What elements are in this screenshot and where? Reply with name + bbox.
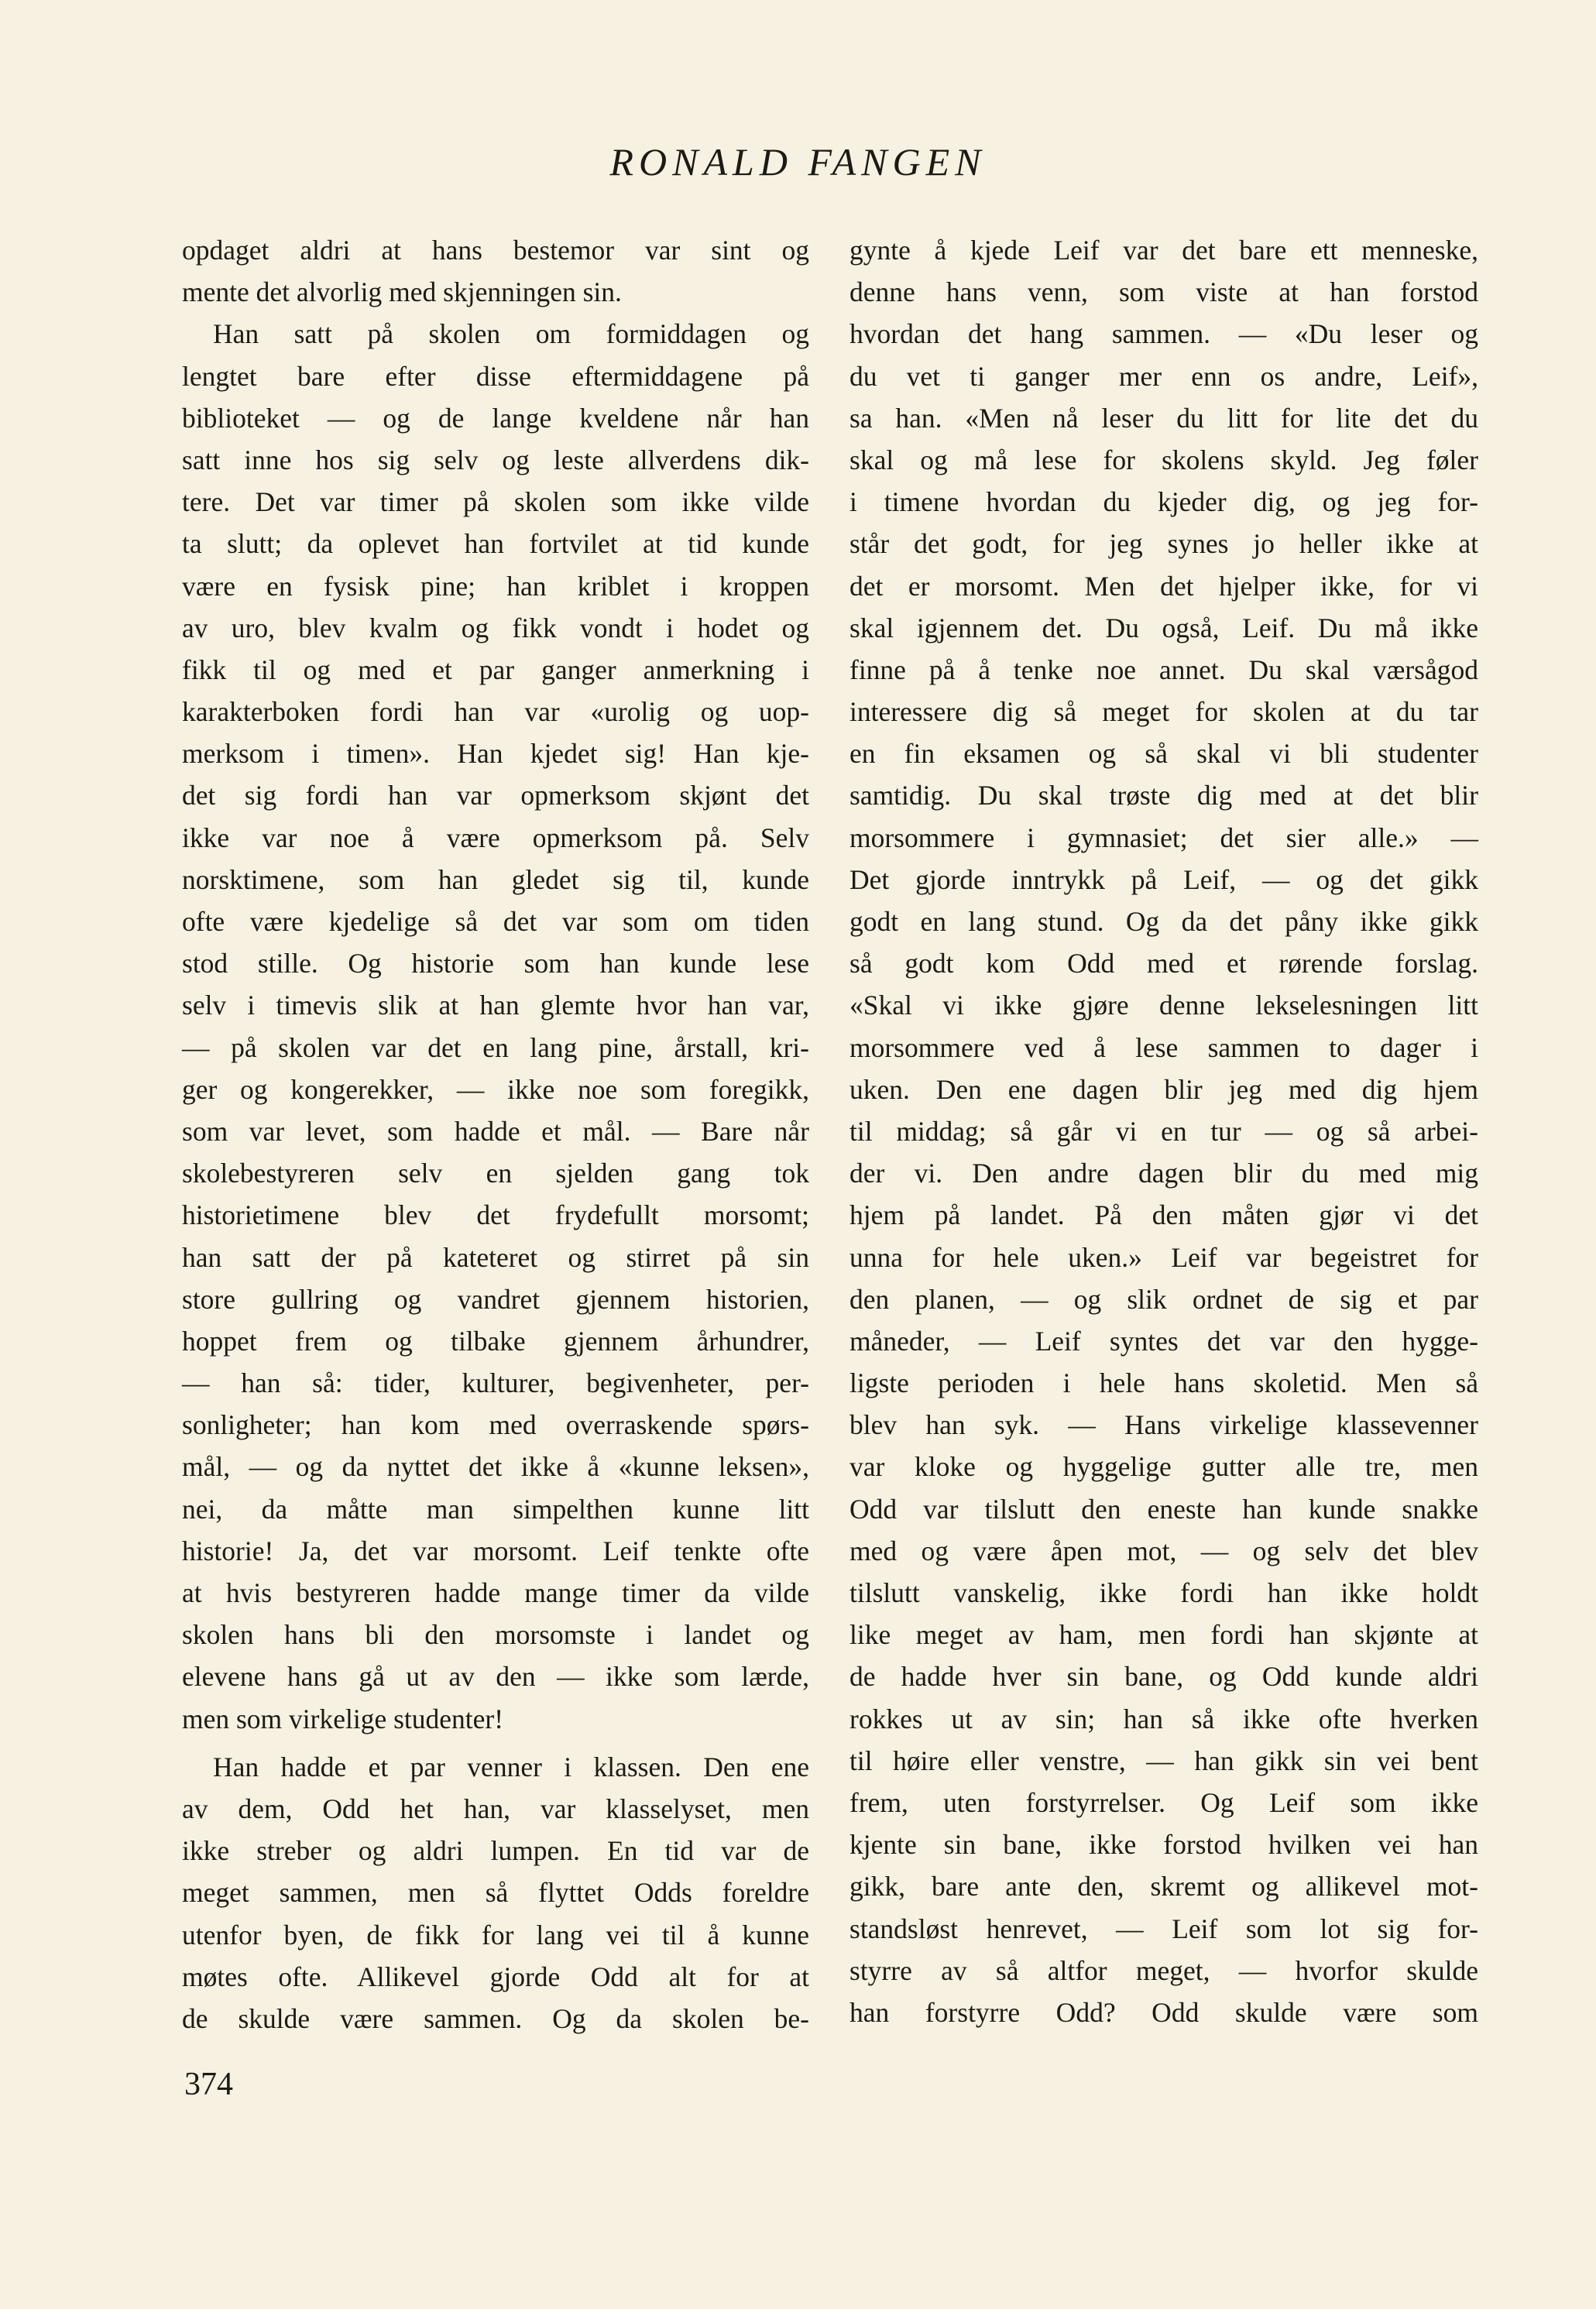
text-line: sonligheter; han kom med overraskende spørs- [182, 1409, 809, 1441]
text-line: satt inne hos sig selv og leste allverdens dik- [182, 444, 809, 475]
text-line: gikk, bare ante den, skremt og allikevel mot- [849, 1871, 1478, 1902]
text-line: godt en lang stund. Og da det påny ikke gikk [849, 906, 1478, 937]
text-line: skolen hans bli den morsomste i landet og [182, 1619, 809, 1651]
text-line: norsktimene, som han gledet sig til, kunde [182, 863, 809, 895]
text-line: finne på å tenke noe annet. Du skal værsågod [849, 654, 1478, 685]
text-line: karakterboken fordi han var «urolig og uop- [182, 696, 809, 728]
right-column [849, 229, 1478, 2033]
text-line: til middag; så går vi en tur — og så arbei- [849, 1115, 1478, 1147]
text-line: hvordan det hang sammen. — «Du leser og [849, 318, 1478, 350]
text-line: unna for hele uken.» Leif var begeistret for [849, 1241, 1478, 1273]
text-line: med og være åpen mot, — og selv det blev [849, 1535, 1478, 1566]
text-line: der vi. Den andre dagen blir du med mig [849, 1158, 1478, 1189]
text-line: ikke streber og aldri lumpen. En tid var de [182, 1835, 809, 1867]
text-line: sa han. «Men nå leser du litt for lite det du [849, 402, 1478, 434]
text-line: Odd var tilslutt den eneste han kunde snakke [849, 1493, 1478, 1525]
text-line: — han så: tider, kulturer, begivenheter, per- [182, 1367, 809, 1399]
text-line: måneder, — Leif syntes det var den hygge- [849, 1325, 1478, 1357]
text-line: selv i timevis slik at han glemte hvor han var, [182, 990, 809, 1021]
text-line: han satt der på kateteret og stirret på sin [182, 1241, 809, 1273]
text-line: utenfor byen, de fikk for lang vei til å kunne [182, 1919, 809, 1950]
text-line: Han satt på skolen om formiddagen og [213, 318, 809, 350]
text-line: mente det alvorlig med skjenningen sin. [182, 276, 622, 308]
text-line: at hvis bestyreren hadde mange timer da vilde [182, 1577, 809, 1608]
text-line: hjem på landet. På den måten gjør vi det [849, 1199, 1478, 1231]
text-line: det sig fordi han var opmerksom skjønt det [182, 780, 809, 811]
text-line: blev han syk. — Hans virkelige klassevenner [849, 1409, 1478, 1441]
text-line: de skulde være sammen. Og da skolen be- [182, 2002, 809, 2034]
text-line: meget sammen, men så flyttet Odds foreldre [182, 1877, 809, 1909]
text-line: uken. Den ene dagen blir jeg med dig hjem [849, 1073, 1478, 1105]
text-line: skal igjennem det. Du også, Leif. Du må ikke [849, 612, 1478, 643]
text-line: av dem, Odd het han, var klasselyset, men [182, 1793, 809, 1824]
text-line: stod stille. Og historie som han kunde lese [182, 948, 809, 980]
text-line: skal og må lese for skolens skyld. Jeg føler [849, 444, 1478, 475]
text-line: ikke var noe å være opmerksom på. Selv [182, 822, 809, 853]
text-line: men som virkelige studenter! [182, 1703, 504, 1734]
text-line: Han hadde et par venner i klassen. Den ene [213, 1751, 809, 1782]
text-line: rokkes ut av sin; han så ikke ofte hverken [849, 1703, 1478, 1734]
text-line: en fin eksamen og så skal vi bli studenter [849, 738, 1478, 770]
text-line: — på skolen var det en lang pine, årstall, kri- [182, 1031, 809, 1063]
text-line: lengtet bare efter disse eftermiddagene på [182, 360, 809, 392]
text-line: like meget av ham, men fordi han skjønte at [849, 1619, 1478, 1651]
left-column [182, 229, 809, 2040]
text-line: gynte å kjede Leif var det bare ett menneske, [849, 235, 1478, 266]
text-line: den planen, — og slik ordnet de sig et par [849, 1283, 1478, 1315]
text-line: står det godt, for jeg synes jo heller ikke at [849, 528, 1478, 560]
text-line: ofte være kjedelige så det var som om tiden [182, 906, 809, 937]
text-line: som var levet, som hadde et mål. — Bare når [182, 1115, 809, 1147]
text-line: det er morsomt. Men det hjelper ikke, for vi [849, 570, 1478, 602]
text-line: tere. Det var timer på skolen som ikke vilde [182, 486, 809, 518]
text-line: morsommere i gymnasiet; det sier alle.» — [849, 822, 1478, 853]
text-line: merksom i timen». Han kjedet sig! Han kje- [182, 738, 809, 770]
text-line: nei, da måtte man simpelthen kunne litt [182, 1493, 809, 1525]
text-line: standsløst henrevet, — Leif som lot sig for- [849, 1913, 1478, 1944]
text-line: ligste perioden i hele hans skoletid. Men så [849, 1367, 1478, 1399]
text-line: være en fysisk pine; han kriblet i kroppen [182, 570, 809, 602]
text-line: elevene hans gå ut av den — ikke som lærde, [182, 1661, 809, 1693]
text-line: frem, uten forstyrrelser. Og Leif som ikke [849, 1786, 1478, 1818]
text-line: til høire eller venstre, — han gikk sin vei bent [849, 1745, 1478, 1776]
text-line: kjente sin bane, ikke forstod hvilken vei han [849, 1829, 1478, 1861]
text-line: interessere dig så meget for skolen at du tar [849, 696, 1478, 728]
text-line: ta slutt; da oplevet han fortvilet at tid kunde [182, 528, 809, 560]
text-line: i timene hvordan du kjeder dig, og jeg for- [849, 486, 1478, 518]
text-line: opdaget aldri at hans bestemor var sint og [182, 235, 809, 266]
page-number: 374 [184, 2067, 233, 2102]
text-line: hoppet frem og tilbake gjennem århundrer, [182, 1325, 809, 1357]
text-line: styrre av så altfor meget, — hvorfor skulde [849, 1954, 1478, 1986]
text-line: store gullring og vandret gjennem historien, [182, 1283, 809, 1315]
text-line: historie! Ja, det var morsomt. Leif tenkte ofte [182, 1535, 809, 1566]
text-line: «Skal vi ikke gjøre denne lekselesningen litt [849, 990, 1478, 1021]
text-line: Det gjorde inntrykk på Leif, — og det gikk [849, 863, 1478, 895]
text-line: historietimene blev det frydefullt morsomt; [182, 1199, 809, 1231]
text-line: skolebestyreren selv en sjelden gang tok [182, 1158, 809, 1189]
text-line: mål, — og da nyttet det ikke å «kunne leksen», [182, 1451, 809, 1483]
text-line: biblioteket — og de lange kveldene når han [182, 402, 809, 434]
running-head: RONALD FANGEN [609, 140, 987, 184]
text-line: så godt kom Odd med et rørende forslag. [849, 948, 1478, 980]
text-line: han forstyrre Odd? Odd skulde være som [849, 1996, 1478, 2028]
text-line: du vet ti ganger mer enn os andre, Leif», [849, 360, 1478, 392]
text-line: av uro, blev kvalm og fikk vondt i hodet og [182, 612, 809, 643]
text-line: denne hans venn, som viste at han forstod [849, 276, 1478, 308]
text-line: samtidig. Du skal trøste dig med at det blir [849, 780, 1478, 811]
text-line: morsommere ved å lese sammen to dager i [849, 1031, 1478, 1063]
text-line: tilslutt vanskelig, ikke fordi han ikke holdt [849, 1577, 1478, 1608]
text-line: fikk til og med et par ganger anmerkning i [182, 654, 809, 685]
text-line: ger og kongerekker, — ikke noe som foregikk, [182, 1073, 809, 1105]
text-line: møtes ofte. Allikevel gjorde Odd alt for at [182, 1961, 809, 1992]
text-line: de hadde hver sin bane, og Odd kunde aldri [849, 1661, 1478, 1693]
text-line: var kloke og hyggelige gutter alle tre, men [849, 1451, 1478, 1483]
